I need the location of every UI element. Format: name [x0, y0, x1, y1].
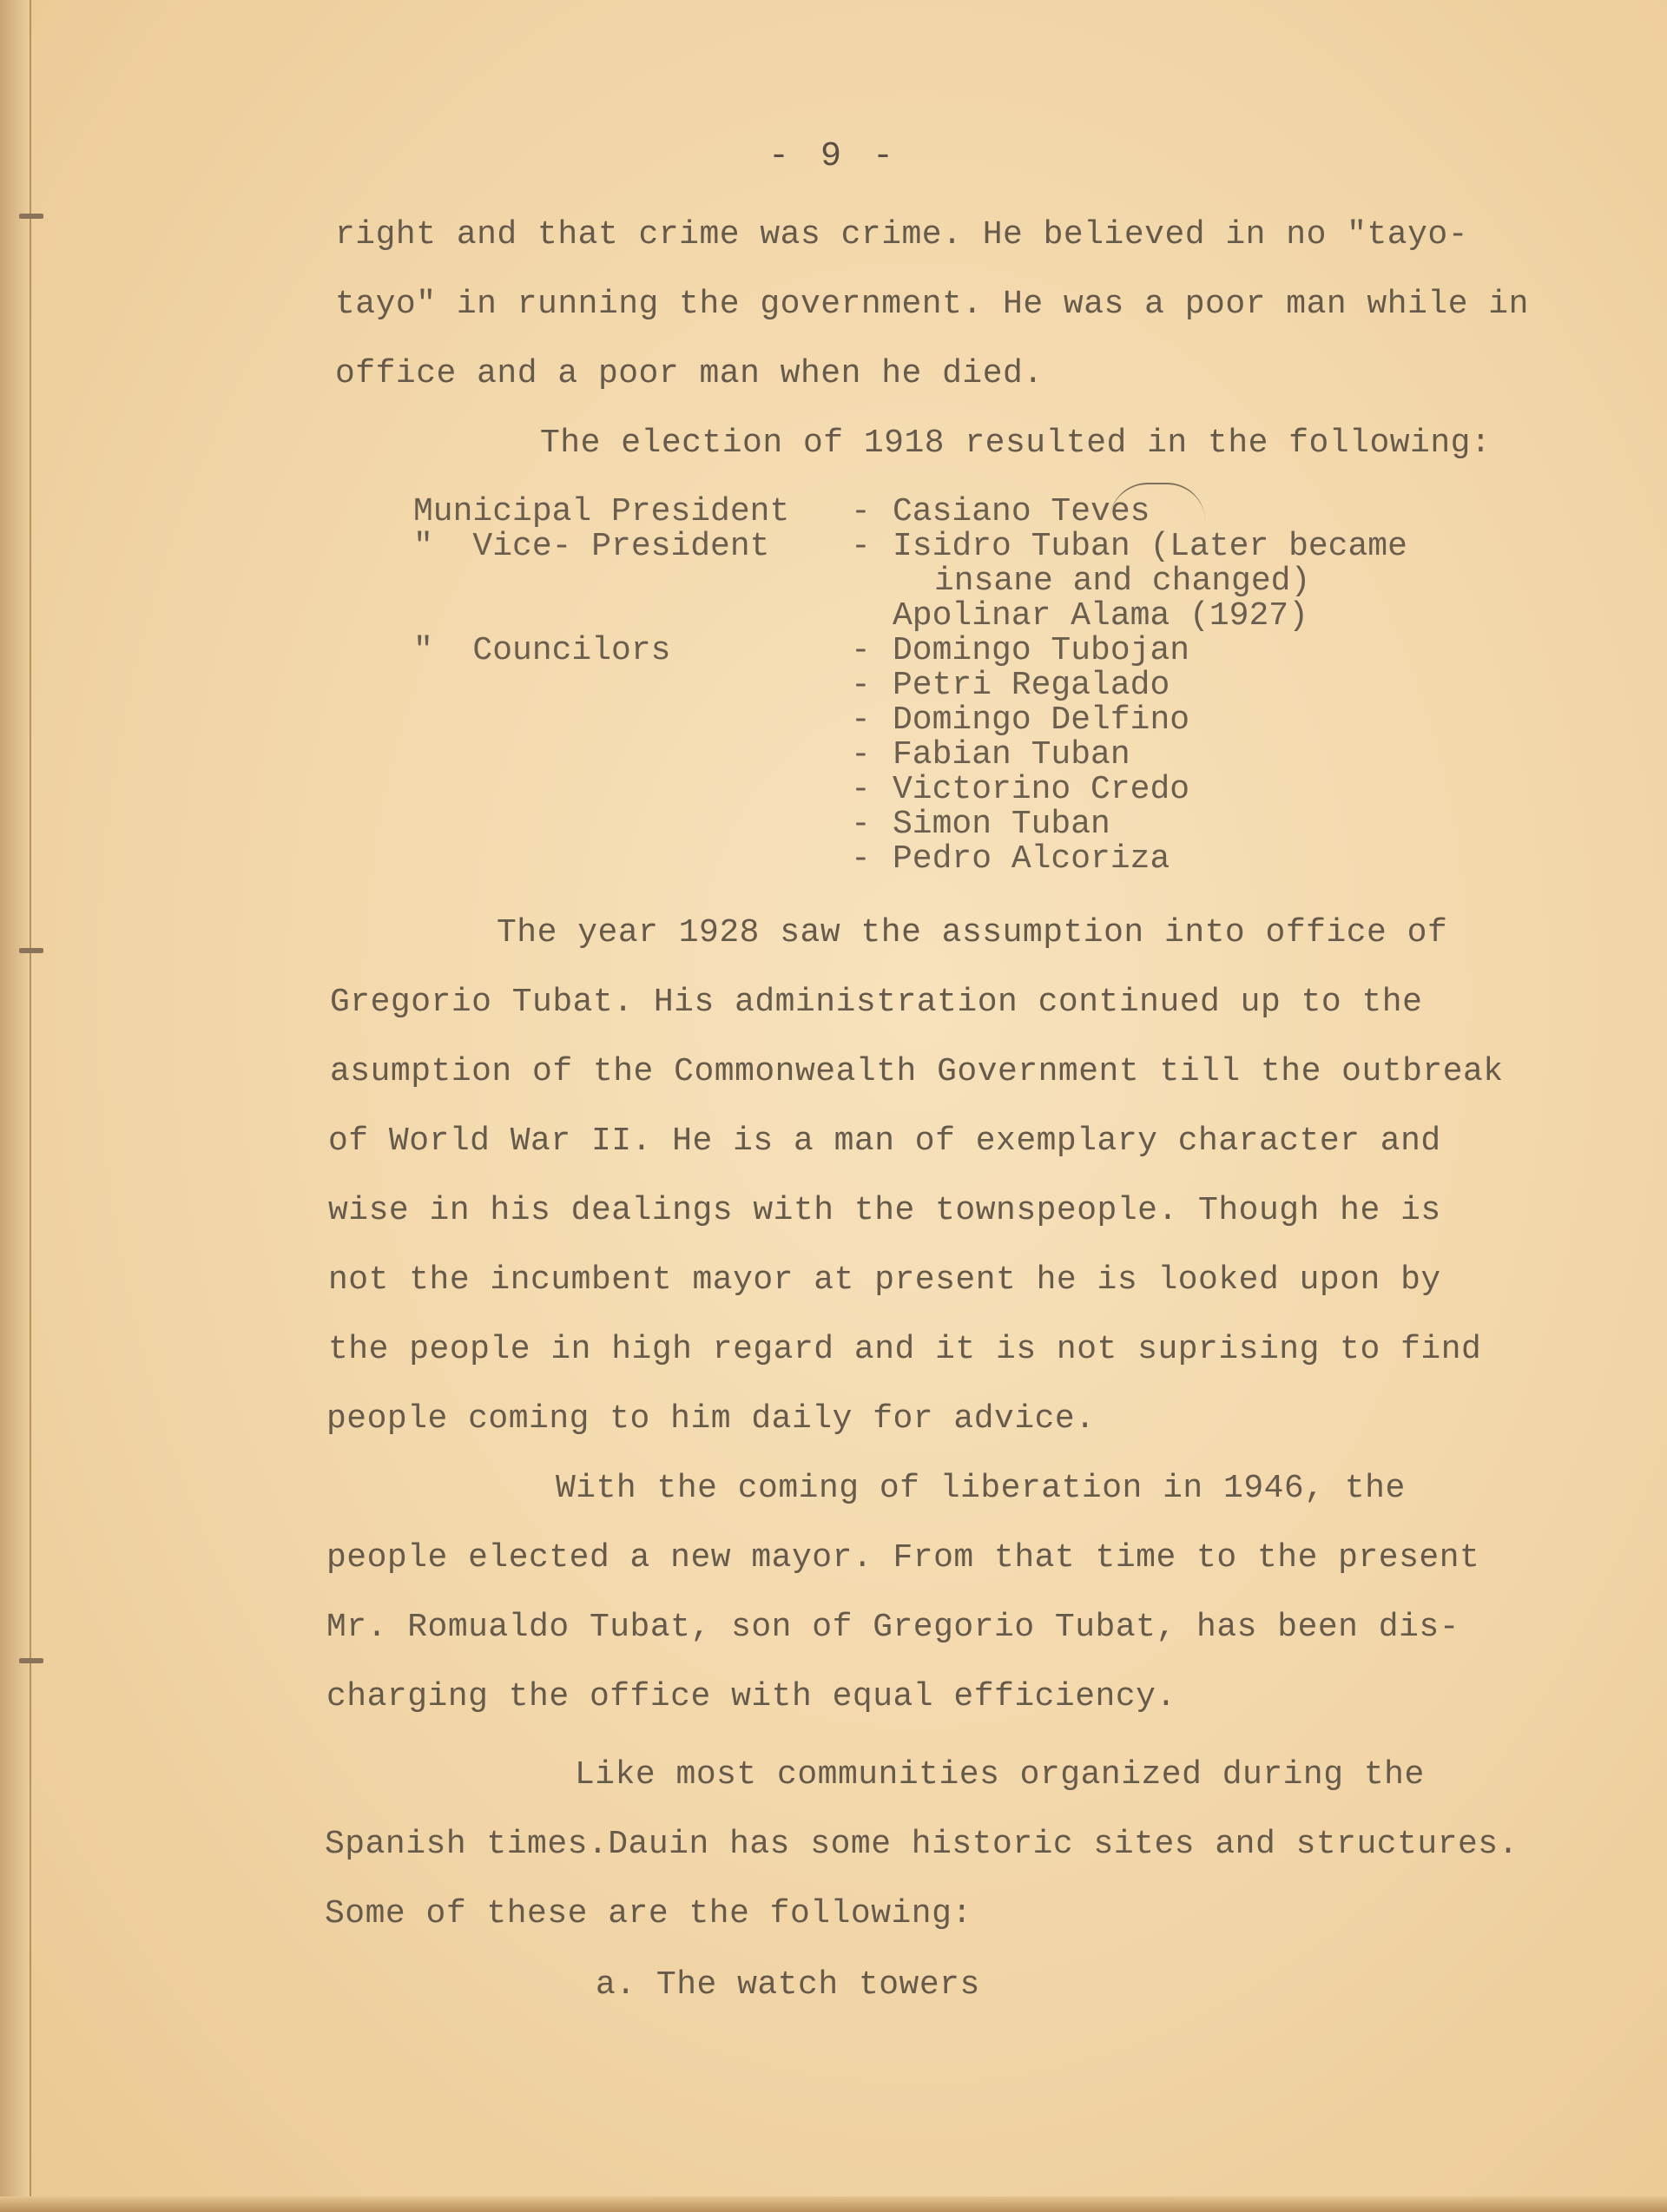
official-row — [413, 632, 1190, 669]
page-binding-edge — [0, 0, 31, 2212]
paragraph-line: people coming to him daily for advice. — [326, 1400, 1096, 1438]
official-row — [413, 528, 1407, 565]
official-row — [413, 840, 1170, 878]
official-row — [413, 563, 1311, 600]
paragraph-line: office and a poor man when he died. — [335, 355, 1044, 392]
officials-list — [413, 493, 1407, 878]
official-name: Domingo Delfino — [893, 701, 1190, 739]
page-bottom-edge — [0, 2196, 1667, 2212]
official-dash: - — [851, 493, 871, 530]
official-position: Municipal President — [413, 493, 790, 530]
paragraph-line: tayo" in running the government. He was a poor man while in — [335, 286, 1529, 323]
official-dash: - — [851, 840, 871, 878]
official-row — [413, 597, 1308, 635]
official-row — [413, 493, 1150, 530]
paragraph-line: With the coming of liberation in 1946, the — [556, 1470, 1406, 1507]
official-dash: - — [851, 771, 871, 808]
official-dash: - — [851, 667, 871, 704]
official-dash: - — [851, 806, 871, 843]
official-dash: - — [851, 632, 871, 669]
official-name: Pedro Alcoriza — [893, 840, 1170, 878]
official-dash: - — [851, 701, 871, 739]
paragraph-line: asumption of the Commonwealth Government till the outbreak — [330, 1053, 1504, 1090]
official-name: Isidro Tuban (Later became — [893, 528, 1407, 565]
paragraph-line: people elected a new mayor. From that time to the present — [326, 1539, 1480, 1577]
paragraph-line: Some of these are the following: — [325, 1895, 972, 1932]
official-row — [413, 806, 1110, 843]
official-row — [413, 667, 1170, 704]
official-name: Simon Tuban — [893, 806, 1110, 843]
paragraph-line: Like most communities organized during the — [575, 1756, 1425, 1794]
binding-staple — [19, 214, 43, 219]
official-name: Casiano Teves — [893, 493, 1150, 530]
official-note: insane and changed) — [934, 563, 1311, 600]
paragraph-line: the people in high regard and it is not suprising to find — [328, 1331, 1482, 1368]
official-row — [413, 701, 1190, 739]
paragraph-line: charging the office with equal efficiency. — [326, 1678, 1176, 1715]
official-name: Apolinar Alama (1927) — [893, 597, 1308, 635]
paragraph-line: Mr. Romualdo Tubat, son of Gregorio Tubat, has been dis- — [326, 1609, 1460, 1646]
paragraph-line: Gregorio Tubat. His administration continued up to the — [330, 984, 1423, 1021]
paragraph-line: Spanish times.Dauin has some historic sites and structures. — [325, 1826, 1519, 1863]
paragraph-line: The year 1928 saw the assumption into office of — [497, 914, 1448, 951]
official-position: " Vice- President — [413, 528, 770, 565]
official-row — [413, 771, 1190, 808]
paragraph-line: wise in his dealings with the townspeople. Though he is — [328, 1192, 1441, 1229]
paragraph-line: right and that crime was crime. He believed in no "tayo- — [335, 216, 1469, 253]
official-dash: - — [851, 528, 871, 565]
official-row — [413, 736, 1130, 774]
binding-staple — [19, 1658, 43, 1663]
official-name: Victorino Credo — [893, 771, 1190, 808]
official-position: " Councilors — [413, 632, 671, 669]
page-number: - 9 - — [768, 137, 899, 176]
official-name: Fabian Tuban — [893, 736, 1130, 774]
election-intro: The election of 1918 resulted in the following: — [540, 425, 1492, 462]
paragraph-line: of World War II. He is a man of exemplary character and — [328, 1122, 1441, 1160]
paragraph-line: not the incumbent mayor at present he is looked upon by — [328, 1261, 1441, 1299]
binding-staple — [19, 948, 43, 953]
list-item: a. The watch towers — [596, 1966, 980, 2004]
official-name: Petri Regalado — [893, 667, 1170, 704]
official-name: Domingo Tubojan — [893, 632, 1190, 669]
official-dash: - — [851, 736, 871, 774]
